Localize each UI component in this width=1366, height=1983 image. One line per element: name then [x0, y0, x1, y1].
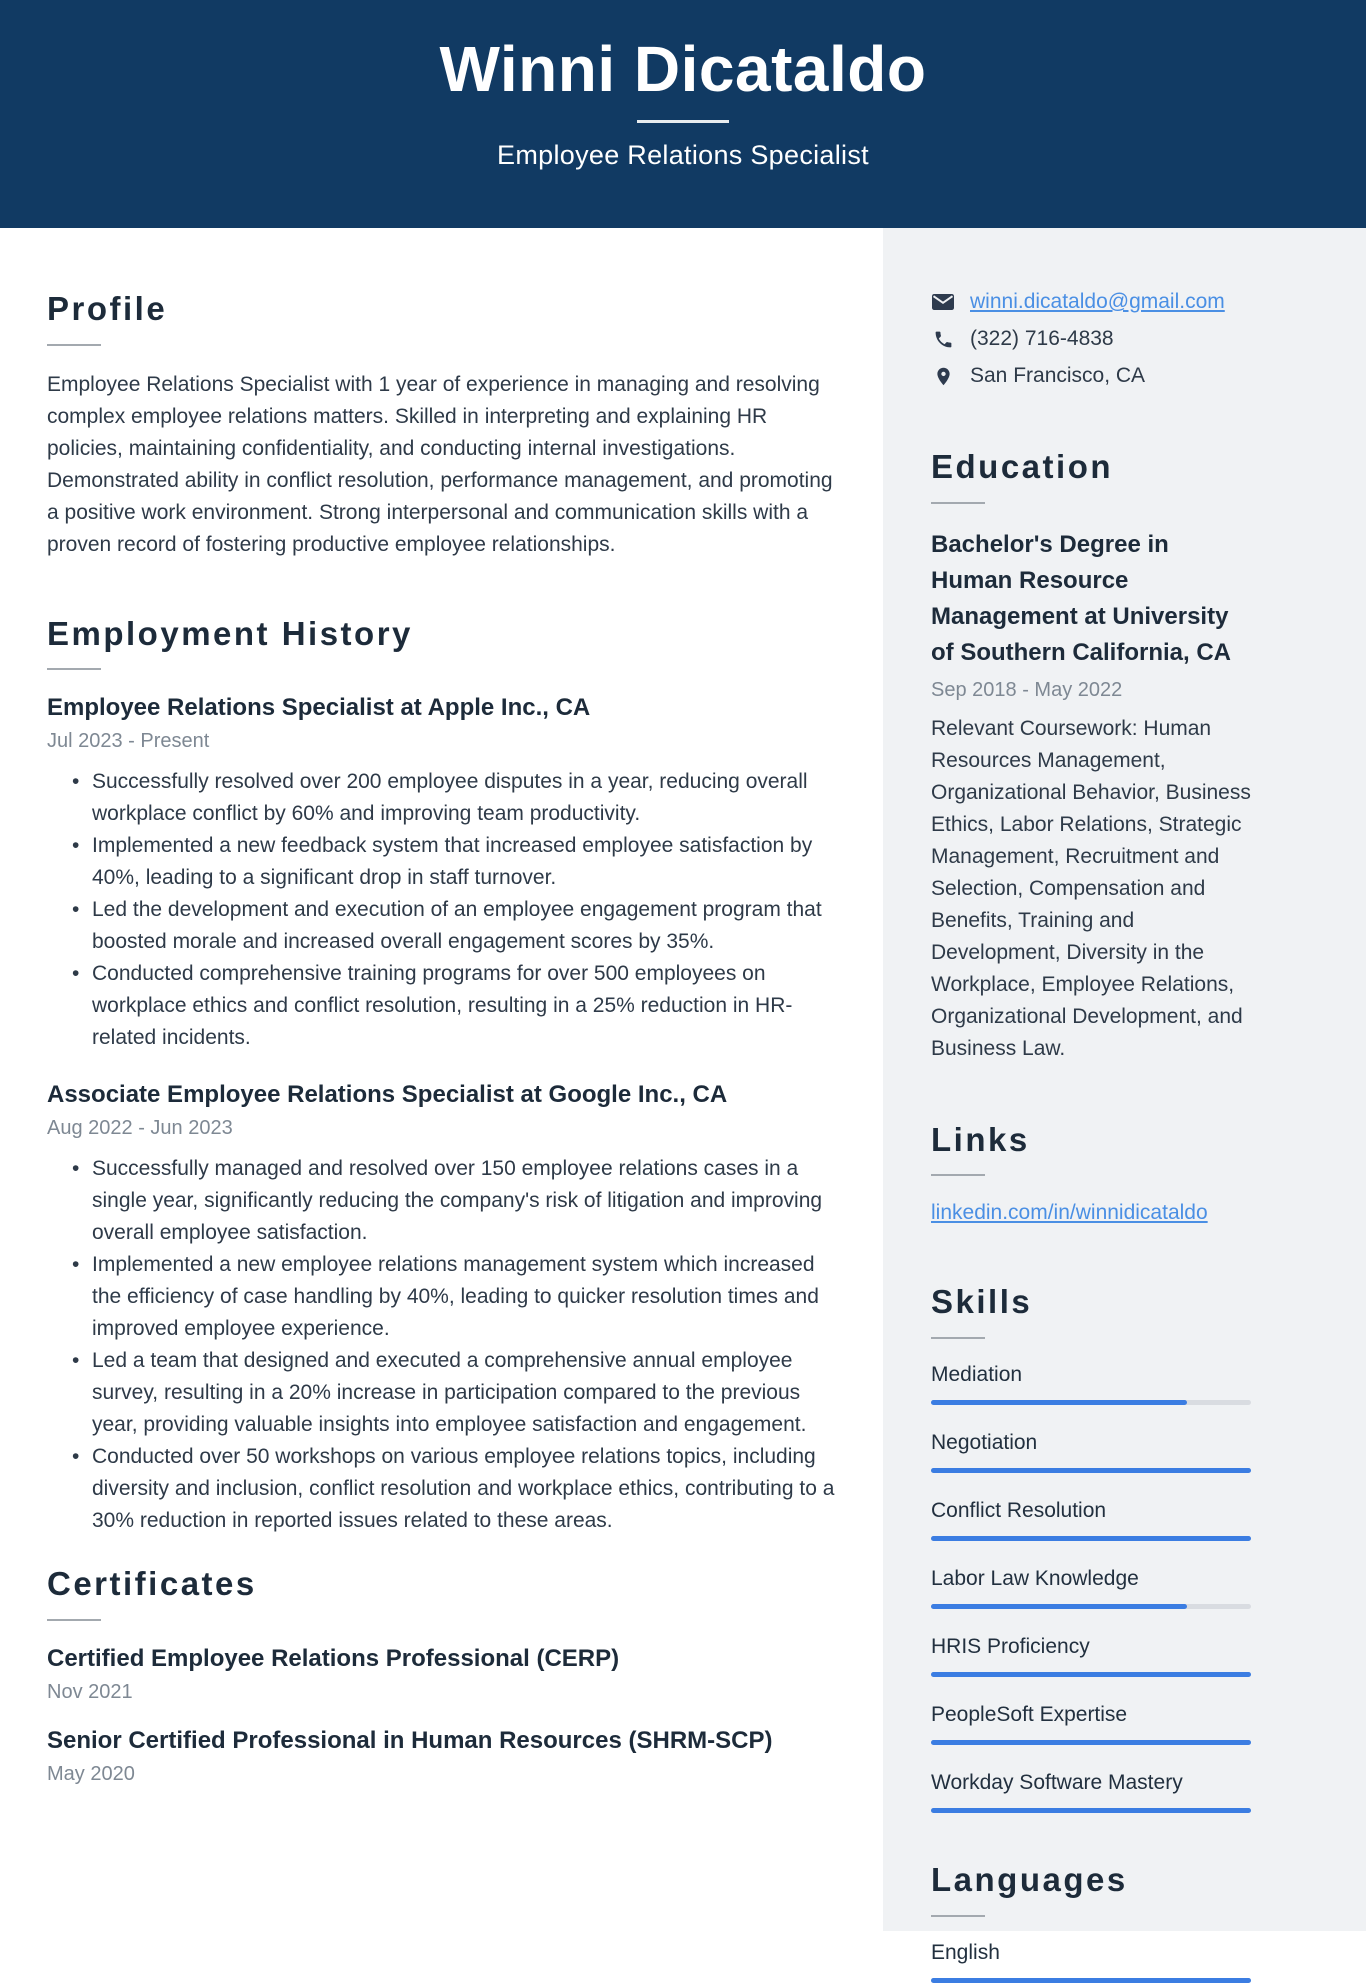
skill-bar-fill [931, 1808, 1251, 1813]
section-divider [931, 502, 985, 504]
link-item [931, 1199, 1251, 1227]
job-title: Associate Employee Relations Specialist at Google Inc., CA [47, 1081, 728, 1109]
candidate-name: Winni Dicataldo [439, 33, 927, 105]
header [0, 0, 1366, 228]
certificate-entry [47, 1644, 835, 1704]
employment-heading: Employment History [47, 614, 413, 652]
language-item [931, 1940, 1251, 1983]
location-text: San Francisco, CA [970, 364, 1146, 387]
skill-name: PeopleSoft Expertise [931, 1702, 1128, 1726]
skill-name: Mediation [931, 1362, 1023, 1386]
contact-block [931, 290, 1251, 388]
education-heading: Education [931, 448, 1114, 485]
languages-heading: Languages [931, 1860, 1128, 1898]
certificate-date: Nov 2021 [47, 1680, 133, 1703]
job-bullet: • Successfully resolved over 200 employee disputes in a year, reducing overall workplace conflict by 60% and improving team productivity. [47, 766, 835, 830]
job-bullet: • Implemented a new employee relations management system which increased the efficiency of case handling by 40%, leading to quicker resolution times and improved employee experience. [47, 1249, 835, 1345]
skill-name: Workday Software Mastery [931, 1770, 1183, 1794]
profile-heading: Profile [47, 290, 168, 327]
contact-email-row [931, 290, 1251, 314]
certificates-heading: Certificates [47, 1565, 257, 1603]
contact-location-row [931, 364, 1251, 388]
section-divider [47, 1619, 101, 1621]
skill-bar-fill [931, 1672, 1251, 1677]
job-entry [47, 693, 835, 1054]
section-divider [47, 344, 101, 346]
language-bar-fill [931, 1978, 1251, 1983]
job-title: Employee Relations Specialist at Apple Inc., CA [47, 694, 591, 722]
language-name: English [931, 1940, 1000, 1964]
job-bullet: • Conducted over 50 workshops on various employee relations topics, including diversity and inclusion, conflict resolution and workplace ethics, contributing to a 30% reduction in reported issues related to these areas. [47, 1441, 835, 1537]
skill-bar-fill [931, 1536, 1251, 1541]
job-bullet: • Led the development and execution of an employee engagement program that boosted morale and increased overall engagement scores by 35%. [47, 894, 835, 958]
job-bullet-list [47, 766, 835, 1054]
job-date: Aug 2022 - Jun 2023 [47, 1117, 233, 1140]
skill-bar-fill [931, 1400, 1187, 1405]
skill-bar-fill [931, 1468, 1251, 1473]
contact-phone-row [931, 327, 1251, 351]
education-degree: Bachelor's Degree in Human Resource Management at University of Southern California, CA [931, 530, 1231, 666]
email-link[interactable]: winni.dicataldo@gmail.com [970, 290, 1225, 313]
job-bullet: • Conducted comprehensive training programs for over 500 employees on workplace ethics and conflict resolution, resulting in a 25% reduction in HR-related incidents. [47, 958, 835, 1054]
skill-item [931, 1566, 1251, 1609]
skills-section [931, 1285, 1251, 1813]
sidebar [883, 228, 1366, 1964]
certificate-entry [47, 1726, 835, 1786]
skill-name: Negotiation [931, 1430, 1038, 1454]
education-section [931, 450, 1251, 1065]
profile-section [47, 292, 835, 561]
linkedin-link[interactable]: linkedin.com/in/winnidicataldo [931, 1201, 1208, 1225]
job-bullet: • Led a team that designed and executed a comprehensive annual employee survey, resulting in a 20% increase in participation compared to the previous year, providing valuable insights into employee satisfaction and engagement. [47, 1345, 835, 1441]
employment-section [47, 614, 835, 1538]
email-icon [931, 290, 955, 314]
skill-bar-track [931, 1672, 1251, 1677]
content-columns [0, 228, 1366, 1964]
certificates-section [47, 1567, 835, 1786]
phone-number: (322) 716-4838 [970, 327, 1114, 350]
job-bullet: • Successfully managed and resolved over 150 employee relations cases in a single year, significantly reducing the company's risk of litigation and improving overall employee satisfaction. [47, 1153, 835, 1249]
languages-section [931, 1860, 1251, 1983]
job-entry [47, 1080, 835, 1537]
education-coursework: Relevant Coursework: Human Resources Management, Organizational Behavior, Business Ethics, Labor Relations, Strategic Management, Recruitment and Selection, Compensation and Benefits, Training and Development, Diversity in the Workplace, Employee Relations, Organizational Development, and Business Law. [931, 716, 1251, 1060]
skill-bar-track [931, 1808, 1251, 1813]
certificate-date: May 2020 [47, 1762, 135, 1785]
skill-name: Conflict Resolution [931, 1498, 1107, 1522]
location-pin-icon [931, 364, 955, 388]
phone-icon [931, 327, 955, 351]
certificate-title: Certified Employee Relations Professional (CERP) [47, 1644, 620, 1672]
skill-name: HRIS Proficiency [931, 1634, 1090, 1658]
skill-item [931, 1362, 1251, 1405]
skill-item [931, 1702, 1251, 1745]
skill-item [931, 1430, 1251, 1473]
skill-bar-track [931, 1740, 1251, 1745]
skill-bar-fill [931, 1604, 1187, 1609]
language-bar-track [931, 1978, 1251, 1983]
links-section [931, 1120, 1251, 1228]
main-column [0, 228, 883, 1931]
skill-bar-fill [931, 1740, 1251, 1745]
section-divider [931, 1337, 985, 1339]
skill-bar-track [931, 1400, 1251, 1405]
skill-bar-track [931, 1604, 1251, 1609]
links-heading: Links [931, 1120, 1030, 1158]
skill-item [931, 1770, 1251, 1813]
skill-bar-track [931, 1536, 1251, 1541]
job-bullet-list [47, 1153, 835, 1537]
education-date: Sep 2018 - May 2022 [931, 678, 1123, 701]
section-divider [931, 1174, 985, 1176]
skills-heading: Skills [931, 1283, 1033, 1321]
section-divider [47, 668, 101, 670]
certificate-title: Senior Certified Professional in Human Resources (SHRM-SCP) [47, 1726, 773, 1754]
skill-bar-track [931, 1468, 1251, 1473]
candidate-job-title: Employee Relations Specialist [497, 140, 869, 171]
name-underline [637, 120, 729, 123]
job-date: Jul 2023 - Present [47, 730, 210, 753]
skill-item [931, 1498, 1251, 1541]
skill-item [931, 1634, 1251, 1677]
profile-text: Employee Relations Specialist with 1 year of experience in managing and resolving complex employee relations matters. Skilled in interpreting and explaining HR policies, maintaining confidentiality, and conducting internal investigations. Demonstrated ability in conflict resolution, performance management, and promoting a positive work environment. Strong interpersonal and communication skills with a proven record of fostering productive employee relationships. [47, 372, 833, 556]
section-divider [931, 1915, 985, 1917]
skill-name: Labor Law Knowledge [931, 1566, 1139, 1590]
job-bullet: • Implemented a new feedback system that increased employee satisfaction by 40%, leading to a significant drop in staff turnover. [47, 830, 835, 894]
